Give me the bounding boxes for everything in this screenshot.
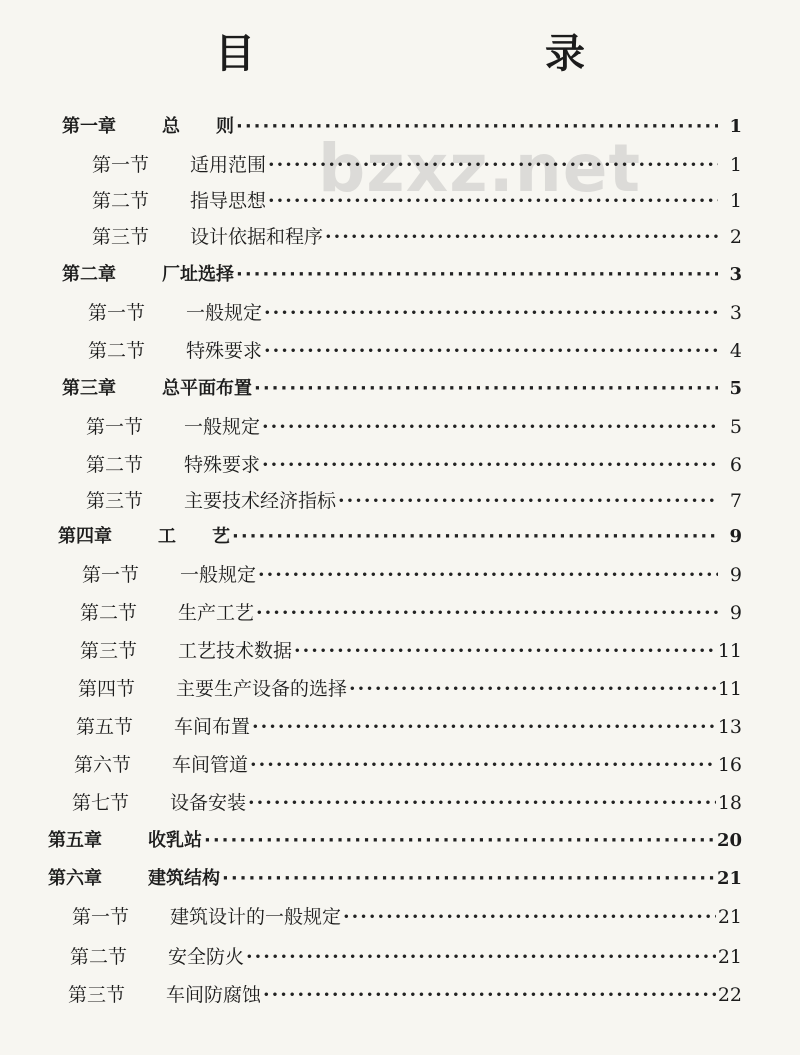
toc-entry-title: 一般规定 — [184, 416, 261, 438]
toc-entry-label: 第六章 — [48, 868, 102, 889]
toc-entry-title: 生产工艺 — [178, 602, 255, 624]
toc-entry-label: 第二章 — [62, 264, 116, 285]
toc-entry-label: 第一节 — [72, 906, 130, 928]
toc-chapter-row — [48, 864, 742, 894]
toc-entry-title: 一般规定 — [180, 564, 257, 586]
toc-entry-title: 车间布置 — [174, 716, 251, 738]
toc-entry-label: 第一节 — [88, 302, 146, 324]
toc-section-row — [68, 980, 742, 1010]
toc-page-number: 21 — [716, 868, 742, 889]
page-title: 目 录 — [215, 31, 655, 77]
toc-section-row — [76, 712, 742, 742]
toc-page-number: 22 — [717, 984, 742, 1006]
toc-section-row — [92, 186, 742, 216]
toc-page-number: 4 — [729, 340, 742, 362]
toc-page-number: 5 — [729, 416, 742, 438]
toc-entry-label: 第二节 — [86, 454, 144, 476]
toc-chapter-row — [62, 374, 742, 404]
toc-entry-title: 设备安装 — [170, 792, 247, 814]
toc-entry-title: 安全防火 — [168, 946, 245, 968]
toc-entry-title: 建筑结构 — [148, 868, 220, 889]
toc-section-row — [70, 942, 742, 972]
dot-leader — [294, 640, 716, 662]
toc-entry-title: 工艺技术数据 — [178, 640, 293, 662]
dot-leader — [343, 906, 716, 928]
toc-entry-title: 设计依据和程序 — [190, 226, 324, 248]
toc-chapter-row — [62, 260, 742, 290]
dot-leader — [222, 868, 715, 889]
dot-leader — [262, 454, 718, 476]
dot-leader — [256, 602, 718, 624]
dot-leader — [204, 830, 715, 851]
toc-entry-title: 总平面布置 — [162, 378, 252, 399]
toc-section-row — [72, 788, 742, 818]
toc-page-number: 18 — [717, 792, 742, 814]
dot-leader — [232, 526, 718, 547]
dot-leader — [268, 190, 718, 212]
toc-page-number: 16 — [717, 754, 742, 776]
toc-entry-label: 第三节 — [86, 490, 144, 512]
toc-entry-title: 建筑设计的一般规定 — [170, 906, 342, 928]
toc-entry-label: 第四章 — [58, 526, 112, 547]
toc-entry-label: 第二节 — [92, 190, 150, 212]
toc-chapter-row — [62, 112, 742, 142]
toc-section-row — [74, 750, 742, 780]
toc-page-number: 9 — [729, 526, 742, 547]
dot-leader — [236, 264, 718, 285]
toc-section-row — [88, 336, 742, 366]
dot-leader — [264, 302, 718, 324]
toc-entry-title: 指导思想 — [190, 190, 267, 212]
toc-page-number: 1 — [729, 116, 742, 137]
toc-section-row — [86, 486, 742, 516]
toc-entry-title: 适用范围 — [190, 154, 267, 176]
toc-entry-label: 第二节 — [80, 602, 138, 624]
toc-entry-label: 第二节 — [88, 340, 146, 362]
toc-page-number: 3 — [729, 302, 742, 324]
dot-leader — [246, 946, 716, 968]
dot-leader — [236, 116, 718, 137]
toc-entry-label: 第七节 — [72, 792, 130, 814]
toc-entry-label: 第一章 — [62, 116, 116, 137]
toc-entry-title: 工 艺 — [158, 526, 230, 547]
toc-entry-title: 主要技术经济指标 — [184, 490, 337, 512]
toc-page-number: 3 — [729, 264, 742, 285]
dot-leader — [338, 490, 718, 512]
dot-leader — [268, 154, 718, 176]
dot-leader — [325, 226, 718, 248]
toc-section-row — [80, 636, 742, 666]
toc-page-number: 11 — [717, 678, 742, 700]
toc-entry-title: 厂址选择 — [162, 264, 234, 285]
dot-leader — [264, 340, 718, 362]
watermark-text: bzxz.net — [318, 130, 642, 207]
toc-entry-title: 车间管道 — [172, 754, 249, 776]
toc-entry-label: 第四节 — [78, 678, 136, 700]
toc-entry-title: 特殊要求 — [184, 454, 261, 476]
toc-entry-label: 第一节 — [92, 154, 150, 176]
dot-leader — [263, 984, 716, 1006]
toc-entry-title: 车间防腐蚀 — [166, 984, 262, 1006]
toc-page-number: 6 — [729, 454, 742, 476]
toc-entry-title: 总 则 — [162, 116, 234, 137]
toc-entry-title: 收乳站 — [148, 830, 202, 851]
toc-entry-label: 第一节 — [86, 416, 144, 438]
toc-page-number: 2 — [729, 226, 742, 248]
toc-section-row — [80, 598, 742, 628]
toc-section-row — [86, 412, 742, 442]
toc-page-number: 9 — [729, 564, 742, 586]
toc-chapter-row — [48, 826, 742, 856]
toc-entry-label: 第五节 — [76, 716, 134, 738]
dot-leader — [349, 678, 716, 700]
toc-page-number: 21 — [717, 906, 742, 928]
toc-section-row — [88, 298, 742, 328]
toc-entry-label: 第三章 — [62, 378, 116, 399]
toc-section-row — [86, 450, 742, 480]
toc-section-row — [92, 222, 742, 252]
toc-entry-label: 第六节 — [74, 754, 132, 776]
dot-leader — [252, 716, 716, 738]
toc-page-number: 1 — [729, 190, 742, 212]
dot-leader — [254, 378, 718, 399]
toc-page-number: 21 — [717, 946, 742, 968]
toc-section-row — [78, 674, 742, 704]
toc-section-row — [82, 560, 742, 590]
toc-entry-label: 第三节 — [80, 640, 138, 662]
toc-section-row — [92, 150, 742, 180]
toc-entry-label: 第三节 — [68, 984, 126, 1006]
dot-leader — [248, 792, 716, 814]
toc-entry-label: 第五章 — [48, 830, 102, 851]
toc-page-number: 5 — [729, 378, 742, 399]
dot-leader — [262, 416, 718, 438]
toc-entry-title: 特殊要求 — [186, 340, 263, 362]
toc-entry-title: 主要生产设备的选择 — [176, 678, 348, 700]
toc-page-number: 9 — [729, 602, 742, 624]
toc-entry-label: 第二节 — [70, 946, 128, 968]
toc-section-row — [72, 902, 742, 932]
toc-page-number: 11 — [717, 640, 742, 662]
toc-entry-label: 第三节 — [92, 226, 150, 248]
toc-chapter-row — [58, 522, 742, 552]
toc-page-number: 20 — [716, 830, 742, 851]
toc-page-number: 13 — [717, 716, 742, 738]
dot-leader — [250, 754, 716, 776]
toc-page-number: 1 — [729, 154, 742, 176]
toc-entry-label: 第一节 — [82, 564, 140, 586]
toc-entry-title: 一般规定 — [186, 302, 263, 324]
toc-page-number: 7 — [729, 490, 742, 512]
dot-leader — [258, 564, 718, 586]
